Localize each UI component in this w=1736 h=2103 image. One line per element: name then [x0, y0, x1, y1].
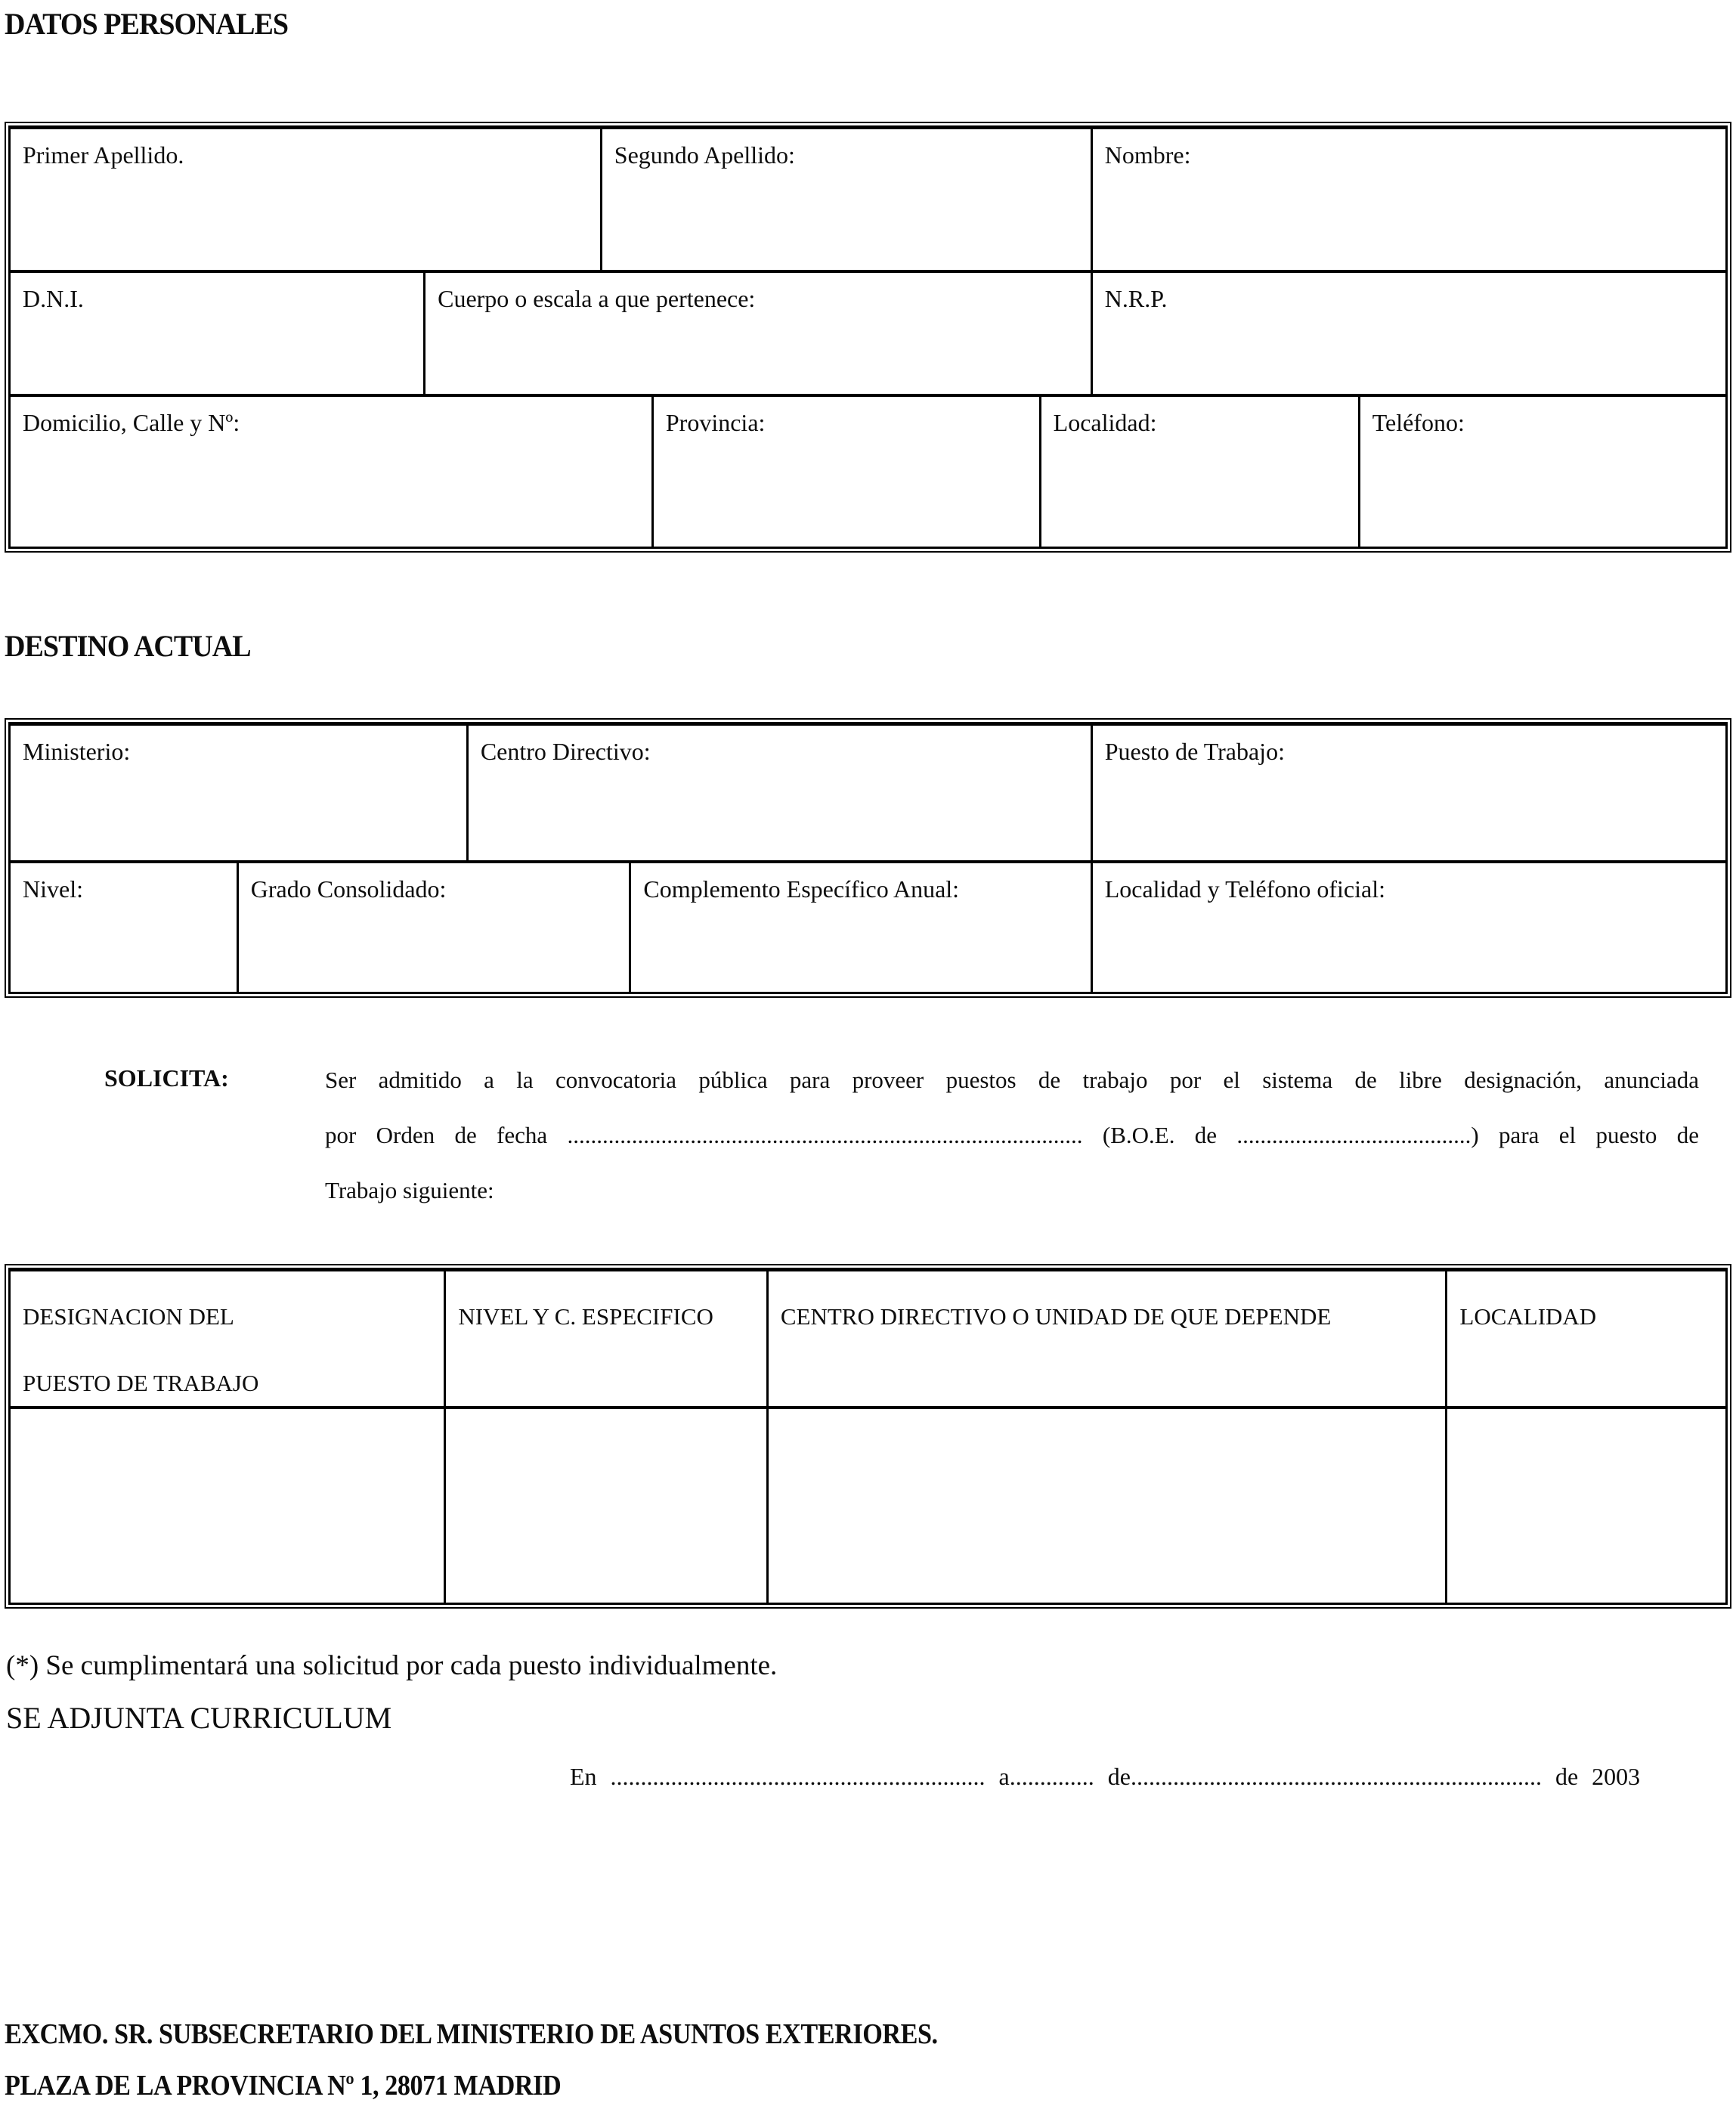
solicita-section — [5, 1063, 1733, 1208]
address-line: PLAZA DE LA PROVINCIA Nº 1, 28071 MADRID — [5, 2070, 562, 2101]
solicita-paragraph — [325, 1063, 1699, 1208]
nivel-field — [11, 863, 239, 992]
segundo-apellido-field — [602, 129, 1093, 270]
localidad-telefono-oficial-label: Localidad y Teléfono oficial: — [1104, 875, 1385, 903]
nivel-especifico-header-label: NIVEL Y C. ESPECIFICO — [458, 1303, 713, 1330]
primer-apellido-label: Primer Apellido. — [23, 141, 184, 169]
localidad-field — [1041, 397, 1360, 547]
centro-unidad-entry-field — [769, 1409, 1448, 1603]
table-row — [11, 863, 1725, 992]
puestos-table-inner — [8, 1268, 1728, 1605]
destino-actual-table-inner — [8, 722, 1728, 994]
nivel-especifico-entry-field — [446, 1409, 769, 1603]
cuerpo-escala-label: Cuerpo o escala a que pertenece: — [438, 285, 756, 312]
destino-actual-table — [5, 718, 1731, 998]
provincia-field — [654, 397, 1041, 547]
puestos-table — [5, 1264, 1731, 1609]
nivel-especifico-header-cell — [446, 1271, 769, 1406]
datos-personales-table — [5, 122, 1731, 553]
centro-directivo-label: Centro Directivo: — [480, 738, 651, 765]
nrp-field — [1093, 273, 1725, 394]
nrp-label: N.R.P. — [1104, 285, 1168, 312]
designacion-header-line1: DESIGNACION DEL — [23, 1303, 234, 1330]
localidad-header-cell — [1447, 1271, 1725, 1406]
localidad-label: Localidad: — [1053, 409, 1157, 436]
table-row — [11, 273, 1725, 397]
date-month-dots: de.................................................................... — [1107, 1763, 1542, 1790]
centro-unidad-header-label: CENTRO DIRECTIVO O UNIDAD DE QUE DEPENDE — [780, 1303, 1332, 1330]
cuerpo-escala-field — [425, 273, 1093, 394]
grado-consolidado-field — [239, 863, 632, 992]
solicita-line-3: Trabajo siguiente: — [325, 1177, 494, 1203]
telefono-label: Teléfono: — [1372, 409, 1465, 436]
puestos-empty-row — [11, 1409, 1725, 1603]
datos-personales-heading: DATOS PERSONALES — [5, 7, 289, 41]
table-row — [11, 129, 1725, 273]
curriculum-note: SE ADJUNTA CURRICULUM — [6, 1701, 392, 1735]
centro-directivo-field — [469, 726, 1093, 860]
centro-unidad-header-cell — [769, 1271, 1448, 1406]
datos-personales-table-inner — [8, 125, 1728, 549]
dni-field — [11, 273, 425, 394]
ministerio-field — [11, 726, 469, 860]
date-day-dots: a.............. — [998, 1763, 1094, 1790]
destino-actual-heading: DESTINO ACTUAL — [5, 629, 251, 663]
nombre-label: Nombre: — [1104, 141, 1191, 169]
provincia-label: Provincia: — [665, 409, 766, 436]
table-row — [11, 397, 1725, 547]
table-row — [11, 726, 1725, 863]
segundo-apellido-label: Segundo Apellido: — [614, 141, 795, 169]
complemento-especifico-field — [631, 863, 1092, 992]
addressee-line: EXCMO. SR. SUBSECRETARIO DEL MINISTERIO DE ASUNTOS EXTERIORES. — [5, 2018, 938, 2050]
designacion-header-line2: PUESTO DE TRABAJO — [23, 1370, 259, 1396]
date-year: de 2003 — [1555, 1763, 1641, 1790]
date-line — [5, 1763, 1733, 1791]
localidad-header-label: LOCALIDAD — [1459, 1303, 1597, 1330]
solicita-line-2: por Orden de fecha ........................................................................................ (B.O.E. de ........................................) para el puesto de — [325, 1122, 1699, 1148]
designacion-header-cell — [11, 1271, 446, 1406]
ministerio-label: Ministerio: — [23, 738, 131, 765]
date-en: En — [570, 1763, 597, 1790]
domicilio-field — [11, 397, 654, 547]
grado-consolidado-label: Grado Consolidado: — [250, 875, 447, 903]
date-place-dots: .............................................................. — [610, 1763, 986, 1790]
dni-label: D.N.I. — [23, 285, 84, 312]
nombre-field — [1093, 129, 1725, 270]
solicita-line-1: Ser admitido a la convocatoria pública para proveer puestos de trabajo por el sistema de libre designación, anunciada — [325, 1067, 1699, 1093]
puesto-trabajo-field — [1093, 726, 1725, 860]
puesto-trabajo-label: Puesto de Trabajo: — [1104, 738, 1285, 765]
single-request-note: (*) Se cumplimentará una solicitud por cada puesto individualmente. — [6, 1650, 778, 1681]
nivel-label: Nivel: — [23, 875, 83, 903]
telefono-field — [1360, 397, 1725, 547]
primer-apellido-field — [11, 129, 602, 270]
puestos-header-row — [11, 1271, 1725, 1409]
localidad-entry-field — [1447, 1409, 1725, 1603]
complemento-especifico-label: Complemento Específico Anual: — [643, 875, 960, 903]
domicilio-label: Domicilio, Calle y Nº: — [23, 409, 240, 436]
localidad-telefono-oficial-field — [1093, 863, 1725, 992]
designacion-entry-field — [11, 1409, 446, 1603]
solicita-label: SOLICITA: — [104, 1064, 229, 1092]
